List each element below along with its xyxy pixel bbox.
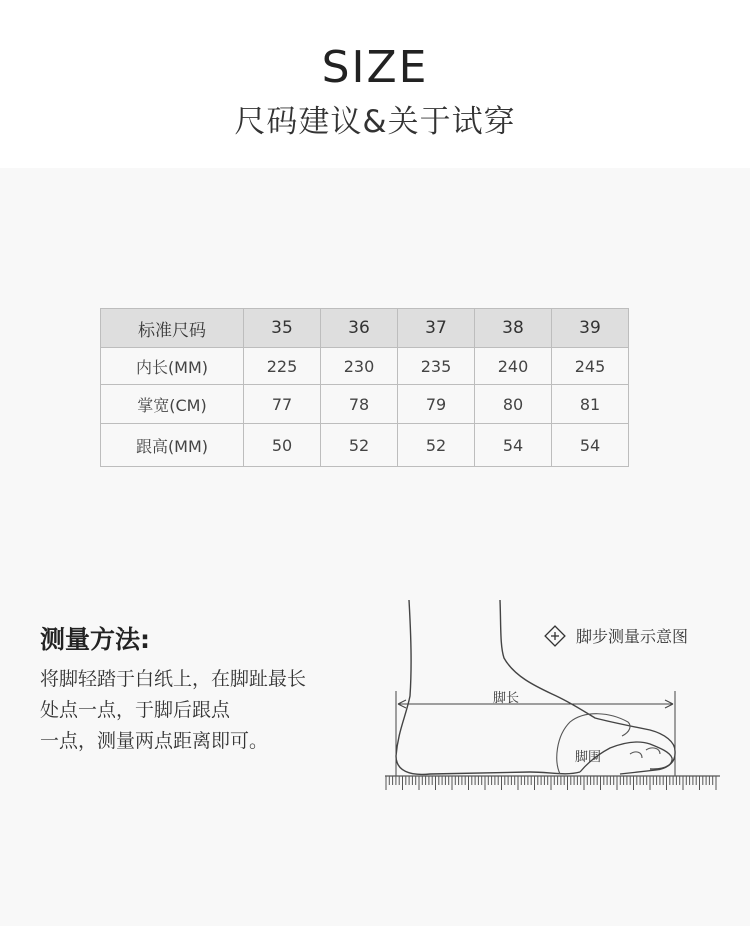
table-row [101,348,629,385]
table-header-cell: 标准尺码 [101,309,244,348]
method-description [40,664,360,757]
table-cell: 77 [244,385,321,424]
table-row [101,385,629,424]
page-subtitle: 尺码建议&关于试穿 [234,104,516,140]
ruler-ticks [386,776,716,790]
table-cell: 54 [552,424,629,467]
table-cell: 230 [321,348,398,385]
table-cell: 50 [244,424,321,467]
header-band [0,0,750,168]
table-cell: 245 [552,348,629,385]
table-row [101,424,629,467]
toe-detail [630,748,660,758]
table-header-cell: 37 [398,309,475,348]
table-header-cell: 35 [244,309,321,348]
size-chart-table [100,308,629,467]
table-row-label: 跟高(MM) [101,424,244,467]
table-cell: 54 [475,424,552,467]
table-cell: 240 [475,348,552,385]
table-header-row [101,309,629,348]
table-cell: 52 [398,424,475,467]
foot-girth-label: 脚围 [575,750,602,765]
method-line: 处点一点，于脚后跟点 [40,699,231,721]
foot-measurement-diagram [380,596,725,801]
foot-length-label: 脚长 [493,691,520,706]
table-header-cell: 36 [321,309,398,348]
table-cell: 79 [398,385,475,424]
table-cell: 80 [475,385,552,424]
table-row-label: 内长(MM) [101,348,244,385]
table-cell: 235 [398,348,475,385]
table-cell: 52 [321,424,398,467]
diagram-legend-label: 脚步测量示意图 [576,627,689,646]
table-cell: 78 [321,385,398,424]
foot-outline-back [396,600,580,774]
table-header-cell: 38 [475,309,552,348]
page-title: SIZE [321,42,429,93]
method-line: 将脚轻踏于白纸上，在脚趾最长 [40,668,307,690]
table-row-label: 掌宽(CM) [101,385,244,424]
table-cell: 81 [552,385,629,424]
table-header-cell: 39 [552,309,629,348]
table-cell: 225 [244,348,321,385]
method-line: 一点，测量两点距离即可。 [40,730,269,752]
method-title: 测量方法: [40,625,150,654]
